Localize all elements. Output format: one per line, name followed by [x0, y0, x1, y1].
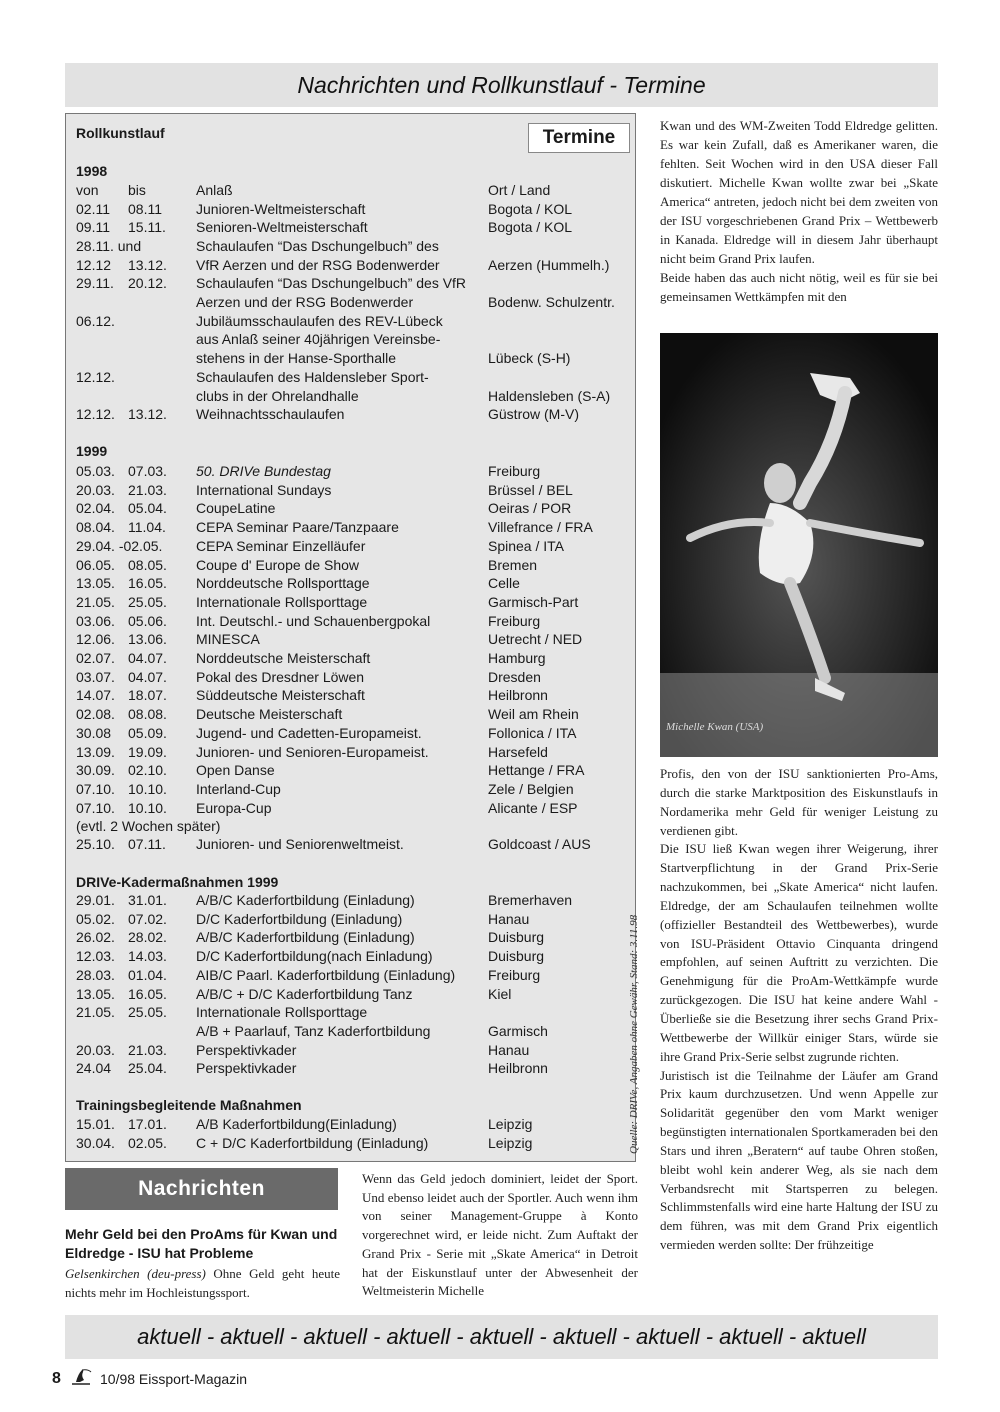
row-to: 25.04.	[128, 1060, 167, 1077]
table-row	[66, 985, 626, 1004]
table-row	[66, 743, 626, 762]
row-event: Interland-Cup	[196, 780, 281, 797]
row-location: Bodenw. Schulzentr.	[488, 294, 615, 310]
row-to: 05.06.	[128, 612, 167, 629]
row-to: 25.05.	[128, 593, 167, 610]
row-event: Aerzen und der RSG Bodenwerder	[196, 294, 414, 310]
row-from: 24.04	[76, 1060, 112, 1077]
row-event: CEPA Seminar Einzelläufer	[196, 537, 366, 554]
row-event: Schaulaufen “Das Dschungelbuch” des VfR	[196, 275, 467, 292]
row-event: D/C Kaderfortbildung (Einladung)	[196, 910, 403, 927]
row-to: 04.07.	[128, 668, 167, 685]
row-event: Coupe d' Europe de Show	[196, 556, 360, 573]
row-to: 25.05.	[128, 1004, 167, 1021]
row-event: Internationale Rollsporttage	[196, 1004, 368, 1021]
news-band-label: Nachrichten	[138, 1177, 265, 1200]
row-event: Perspektivkader	[196, 1041, 297, 1058]
row-from: 14.07.	[76, 687, 115, 704]
skater-illustration	[660, 333, 938, 757]
termine-box	[65, 113, 640, 1162]
article-paragraph: Kwan und des WM-Zweiten Todd Eldredge gelitten. Es war kein Zufall, daß es Amerikaner waren, die fehlten. Seit Wochen wird in den USA dieser Fall diskutiert. Michelle Kwan wollte zwar bei „Skate America“ antreten, jedoch nicht bei dem zweiten von der ISU vorgeschriebenen Grand Prix – Wettbewerb in Kanada. Eldredge will in diesem Jahr überhaupt nicht beim Grand Prix laufen.	[660, 118, 938, 266]
table-row	[66, 761, 626, 780]
row-from: 30.04.	[76, 1134, 115, 1151]
row-to: 08.11	[128, 200, 162, 217]
row-event: C + D/C Kaderfortbildung (Einladung)	[196, 1134, 429, 1151]
row-event: International Sundays	[196, 481, 332, 498]
column-header-event: Anlaß	[196, 182, 233, 198]
row-from: 13.05.	[76, 985, 115, 1002]
table-row	[66, 780, 626, 799]
row-to: 17.01.	[128, 1116, 167, 1132]
table-row	[66, 499, 626, 518]
row-to: 21.03.	[128, 481, 167, 498]
table-row	[66, 1022, 626, 1041]
article-paragraph: Beide haben das auch nicht nötig, weil es für sie bei gemeinsamen Wettkämpfen mit den	[660, 270, 938, 304]
row-event: MINESCA	[196, 631, 260, 648]
row-to: 01.04.	[128, 966, 167, 983]
row-from: 28.11. und	[76, 237, 142, 254]
table-row	[66, 405, 626, 424]
source-text: Quelle: DRIVe, Angaben ohne Gewähr, Stand: 3.11.98	[628, 914, 640, 1154]
row-location: Follonica / ITA	[488, 724, 577, 741]
row-location: Bremerhaven	[488, 892, 573, 908]
row-location: Freiburg	[488, 966, 541, 983]
row-to: 31.01.	[128, 892, 167, 908]
row-from: 29.01.	[76, 892, 115, 908]
row-to: 02.05.	[128, 1134, 167, 1151]
row-from: 03.06.	[76, 612, 115, 629]
year-heading: 1998	[76, 163, 108, 179]
row-event: aus Anlaß seiner 40jährigen Vereinsbe-	[196, 331, 441, 348]
row-to: 20.12.	[128, 275, 167, 292]
row-location: Hanau	[488, 1041, 530, 1058]
row-from: 15.01.	[76, 1116, 115, 1132]
table-row	[66, 462, 626, 481]
row-from: 12.06.	[76, 631, 115, 648]
row-from: 12.12	[76, 256, 112, 273]
row-location: Celle	[488, 575, 520, 592]
row-from: 28.03.	[76, 966, 115, 983]
aktuell-text: aktuell - aktuell - aktuell - aktuell - aktuell - aktuell - aktuell - aktuell - aktuell	[137, 1324, 866, 1349]
row-event: A/B Kaderfortbildung(Einladung)	[196, 1116, 397, 1132]
row-from: 20.03.	[76, 1041, 115, 1058]
year-heading: 1999	[76, 443, 108, 459]
photo-caption: Michelle Kwan (USA)	[666, 721, 764, 733]
table-row	[66, 556, 626, 575]
row-from: 09.11	[76, 219, 110, 236]
row-location: Freiburg	[488, 463, 541, 479]
row-location: Duisburg	[488, 948, 545, 965]
column-header-location: Ort / Land	[488, 182, 551, 198]
row-location: Hanau	[488, 910, 530, 927]
row-to: 16.05.	[128, 985, 167, 1002]
row-from: 29.11.	[76, 275, 114, 292]
row-to: 21.03.	[128, 1041, 167, 1058]
row-event: A/B/C Kaderfortbildung (Einladung)	[196, 892, 415, 908]
row-to: 19.09.	[128, 743, 167, 760]
row-event: CEPA Seminar Paare/Tanzpaare	[196, 519, 399, 536]
row-location: Alicante / ESP	[488, 799, 578, 816]
news-body	[65, 1264, 340, 1302]
row-location: Leipzig	[488, 1116, 533, 1132]
row-from: 02.11	[76, 200, 110, 217]
table-row	[66, 574, 626, 593]
row-event: Senioren-Weltmeisterschaft	[196, 219, 368, 236]
page-header-band	[65, 63, 938, 107]
article-column-top	[660, 116, 938, 306]
row-event: Junioren-Weltmeisterschaft	[196, 200, 366, 217]
row-to: 13.12.	[128, 406, 167, 423]
row-to: 08.05.	[128, 556, 167, 573]
row-from: 13.05.	[76, 575, 115, 592]
row-location: Villefrance / FRA	[488, 519, 593, 536]
table-row	[66, 218, 626, 237]
row-to: 07.03.	[128, 463, 167, 479]
row-location: Güstrow (M-V)	[488, 406, 579, 423]
row-event: Jugend- und Cadetten-Europameist.	[196, 724, 422, 741]
table-row	[66, 349, 626, 368]
news-headline: Mehr Geld bei den ProAms für Kwan und Eldredge - ISU hat Probleme	[65, 1226, 338, 1261]
table-row	[66, 947, 626, 966]
row-location: Bogota / KOL	[488, 219, 573, 236]
news-middle-column: Wenn das Geld jedoch dominiert, leidet der Sport. Und ebenso leidet auch der Sportler. Auch wenn ihm von seiner Management-Gruppe à Konto vorgerechnet wird, er leide nicht. Zum Auftakt der Grand Prix - Serie mit „Skate America“ in Detroit hat der Eiskunstlauf unter der Abwesenheit der Weltmeisterin Michelle	[362, 1171, 638, 1299]
row-location: Freiburg	[488, 612, 541, 629]
column-header-from: von	[76, 182, 99, 198]
page-title: Nachrichten und Rollkunstlauf - Termine	[297, 72, 706, 98]
table-row	[66, 1059, 626, 1078]
row-to: 28.02.	[128, 929, 167, 946]
table-row	[66, 481, 626, 500]
table-row	[66, 1003, 626, 1022]
row-to: 16.05.	[128, 575, 167, 592]
row-event: Süddeutsche Meisterschaft	[196, 687, 365, 704]
table-row	[66, 293, 626, 312]
row-event: Norddeutsche Rollsporttage	[196, 575, 370, 592]
row-event: Pokal des Dresdner Löwen	[196, 668, 365, 685]
news-source: Gelsenkirchen (deu-press)	[65, 1266, 206, 1281]
row-from: 12.03.	[76, 948, 115, 965]
row-from: 02.08.	[76, 706, 115, 723]
table-row	[66, 330, 626, 349]
row-event: VfR Aerzen und der RSG Bodenwerder	[196, 256, 440, 273]
row-location: Harsefeld	[488, 743, 548, 760]
row-location: Brüssel / BEL	[488, 481, 573, 498]
row-to: 14.03.	[128, 948, 167, 965]
row-event: Jubiläumsschaulaufen des REV-Lübeck	[196, 312, 443, 329]
row-event: Junioren- und Seniorenweltmeist.	[196, 836, 404, 852]
table-row	[66, 518, 626, 537]
row-location: Oeiras / POR	[488, 500, 572, 517]
row-event: Int. Deutschl.- und Schauenbergpokal	[196, 612, 431, 629]
row-event: Europa-Cup	[196, 799, 272, 816]
row-location: Bremen	[488, 556, 538, 573]
table-row	[66, 312, 626, 331]
table-row	[66, 593, 626, 612]
table-row	[66, 200, 626, 219]
article-paragraph: Profis, den von der ISU sanktionierten Pro-Ams, durch die starke Marktposition des Eiskunstlaufs in Nordamerika mehr Geld für weniger Leistung zu verdienen gibt.	[660, 766, 938, 838]
news-text: Ohne Geld geht heute nichts mehr im Hochleistungssport.	[65, 1266, 340, 1300]
termine-label: Termine	[528, 123, 630, 153]
table-row	[66, 966, 626, 985]
news-band	[65, 1168, 338, 1210]
row-from: 20.03.	[76, 481, 115, 498]
row-from: 03.07.	[76, 668, 115, 685]
note-text: (evtl. 2 Wochen später)	[76, 818, 221, 834]
row-event: stehens in der Hanse-Sporthalle	[196, 350, 397, 367]
row-from: 30.09.	[76, 762, 115, 779]
row-location: Goldcoast / AUS	[488, 836, 591, 852]
row-from: 26.02.	[76, 929, 115, 946]
row-from: 21.05.	[76, 593, 115, 610]
row-location: Duisburg	[488, 929, 545, 946]
box-title: Rollkunstlauf	[76, 125, 165, 141]
row-to: 10.10.	[128, 799, 167, 816]
row-location: Haldensleben (S-A)	[488, 387, 611, 404]
row-event: clubs in der Ohrelandhalle	[196, 387, 359, 404]
row-location: Dresden	[488, 668, 541, 685]
row-location: Hamburg	[488, 650, 546, 666]
row-from: 02.04.	[76, 500, 115, 517]
row-location: Heilbronn	[488, 687, 548, 704]
row-event: A/B/C Kaderfortbildung (Einladung)	[196, 929, 415, 946]
row-event: AIB/C Paarl. Kaderfortbildung (Einladung)	[196, 966, 456, 983]
row-to: 08.08.	[128, 706, 167, 723]
row-to: 18.07.	[128, 687, 167, 704]
table-row	[66, 705, 626, 724]
page-number: 8	[52, 1370, 61, 1387]
row-location: Garmisch	[488, 1022, 548, 1039]
table-row	[66, 274, 626, 293]
table-row	[66, 612, 626, 631]
row-to: 07.02.	[128, 910, 167, 927]
source-note	[614, 854, 640, 1154]
row-to: 05.09.	[128, 724, 167, 741]
row-to: 10.10.	[128, 780, 167, 797]
row-event: Open Danse	[196, 762, 275, 779]
row-from: 25.10.	[76, 836, 115, 852]
table-row	[66, 724, 626, 743]
row-to: 05.04.	[128, 500, 167, 517]
row-location: Lübeck (S-H)	[488, 350, 571, 367]
table-row	[66, 1041, 626, 1060]
row-location: Aerzen (Hummelh.)	[488, 256, 610, 273]
row-from: 07.10.	[76, 780, 115, 797]
row-location: Hettange / FRA	[488, 762, 585, 779]
row-to: 04.07.	[128, 650, 167, 666]
row-event: Schaulaufen “Das Dschungelbuch” des	[196, 237, 439, 254]
row-to: 15.11.	[128, 219, 166, 236]
table-row	[66, 237, 626, 256]
row-from: 07.10.	[76, 799, 115, 816]
row-event: 50. DRIVe Bundestag	[196, 463, 331, 479]
magazine-name: 10/98 Eissport-Magazin	[100, 1371, 248, 1387]
skater-logo-icon	[68, 1366, 94, 1388]
row-from: 12.12.	[76, 368, 115, 385]
table-row	[66, 835, 626, 854]
row-location: Kiel	[488, 985, 512, 1002]
row-location: Zele / Belgien	[488, 780, 574, 797]
row-from: 06.12.	[76, 312, 115, 329]
article-paragraph: Die ISU ließ Kwan wegen ihrer Weigerung, ihrer Startverpflichtung in der Grand Prix-Serie nachzukommen, bei „Skate America“ nicht laufen. Eldredge, der am Schaulaufen teilnehmen wollte (offizieller Bestandteil des Wettbewerbes), wurde von ISU-Präsident Ottavio Cinquanta dringend empfohlen, auf seinen Auftritt zu verzichten. Die Genehmigung für die ProAm-Wettkämpfe wurde zurückgezogen. Die ISU hat keine andere Wahl - Überließe sie die Besetzung ihrer sechs Grand Prix-Wettbewerbe der Willkür einiger Stars, würde sie ihre Grand Prix-Serie selbst zugrunde richten.	[660, 841, 938, 1064]
row-location: Leipzig	[488, 1134, 533, 1151]
row-event: D/C Kaderfortbildung(nach Einladung)	[196, 948, 433, 965]
row-event: Schaulaufen des Haldensleber Sport-	[196, 368, 429, 385]
row-event: A/B + Paarlauf, Tanz Kaderfortbildung	[196, 1022, 431, 1039]
row-from: 02.07.	[76, 650, 115, 666]
row-location: Uetrecht / NED	[488, 631, 583, 648]
row-event: Perspektivkader	[196, 1060, 297, 1077]
row-from: 29.04. -02.05.	[76, 537, 163, 554]
table-row	[66, 256, 626, 275]
row-to: 13.12.	[128, 256, 167, 273]
table-row	[66, 928, 626, 947]
row-event: Junioren- und Senioren-Europameist.	[196, 743, 429, 760]
row-to: 13.06.	[128, 631, 167, 648]
table-row	[66, 910, 626, 929]
row-event: Internationale Rollsporttage	[196, 593, 368, 610]
row-from: 05.03.	[76, 463, 115, 479]
table-row	[66, 630, 626, 649]
training-title: Trainingsbegleitende Maßnahmen	[76, 1097, 302, 1113]
article-paragraph: Juristisch ist die Teilnahme der Läufer am Grand Prix kaum durchzusetzen. Und wenn Appelle zur Solidarität gegenüber den vom Markt weniger begünstigten internationalen Sportkameraden bei den Stars und ihren „Beratern“ auf taube Ohren stoßen, bleibt wohl kein anderer Weg, als sie nach dem Verbandsrecht mit Startsperren zu belegen. Schlimmstenfalls wird eine harte Haltung der ISU zu dem führen, was mit dem Grand Prix eigentlich vermieden werden sollte: Der frühzeitige	[660, 1067, 938, 1253]
table-row	[66, 1134, 626, 1153]
row-from: 05.02.	[76, 910, 115, 927]
row-from: 13.09.	[76, 743, 115, 760]
row-location: Heilbronn	[488, 1060, 548, 1077]
table-row	[66, 668, 626, 687]
row-event: Deutsche Meisterschaft	[196, 706, 343, 723]
row-to: 02.10.	[128, 762, 167, 779]
table-row	[66, 686, 626, 705]
kader-title: DRIVe-Kadermaßnahmen 1999	[76, 874, 279, 890]
table-row	[66, 387, 626, 406]
row-event: A/B/C + D/C Kaderfortbildung Tanz	[196, 985, 413, 1002]
table-row	[66, 891, 626, 910]
row-event: Norddeutsche Meisterschaft	[196, 650, 371, 666]
table-row	[66, 799, 626, 818]
row-from: 30.08	[76, 724, 112, 741]
row-from: 06.05.	[76, 556, 115, 573]
column-header-to: bis	[128, 182, 146, 198]
table-row	[66, 537, 626, 556]
row-location: Spinea / ITA	[488, 537, 565, 554]
row-to: 07.11.	[128, 836, 166, 852]
column-headers	[66, 181, 626, 200]
row-to: 11.04.	[128, 519, 166, 536]
article-column-bottom	[660, 765, 938, 1255]
row-location: Weil am Rhein	[488, 706, 579, 723]
row-from: 12.12.	[76, 406, 115, 423]
table-row	[66, 649, 626, 668]
row-event: Weihnachtsschaulaufen	[196, 406, 345, 423]
table-row	[66, 1115, 626, 1134]
row-from: 21.05.	[76, 1004, 115, 1021]
row-event: CoupeLatine	[196, 500, 276, 517]
row-location: Bogota / KOL	[488, 200, 573, 217]
row-from: 08.04.	[76, 519, 115, 536]
skater-photo	[660, 333, 938, 757]
aktuell-band	[65, 1315, 938, 1359]
note-row	[66, 817, 626, 836]
table-row	[66, 368, 626, 387]
row-location: Garmisch-Part	[488, 593, 579, 610]
